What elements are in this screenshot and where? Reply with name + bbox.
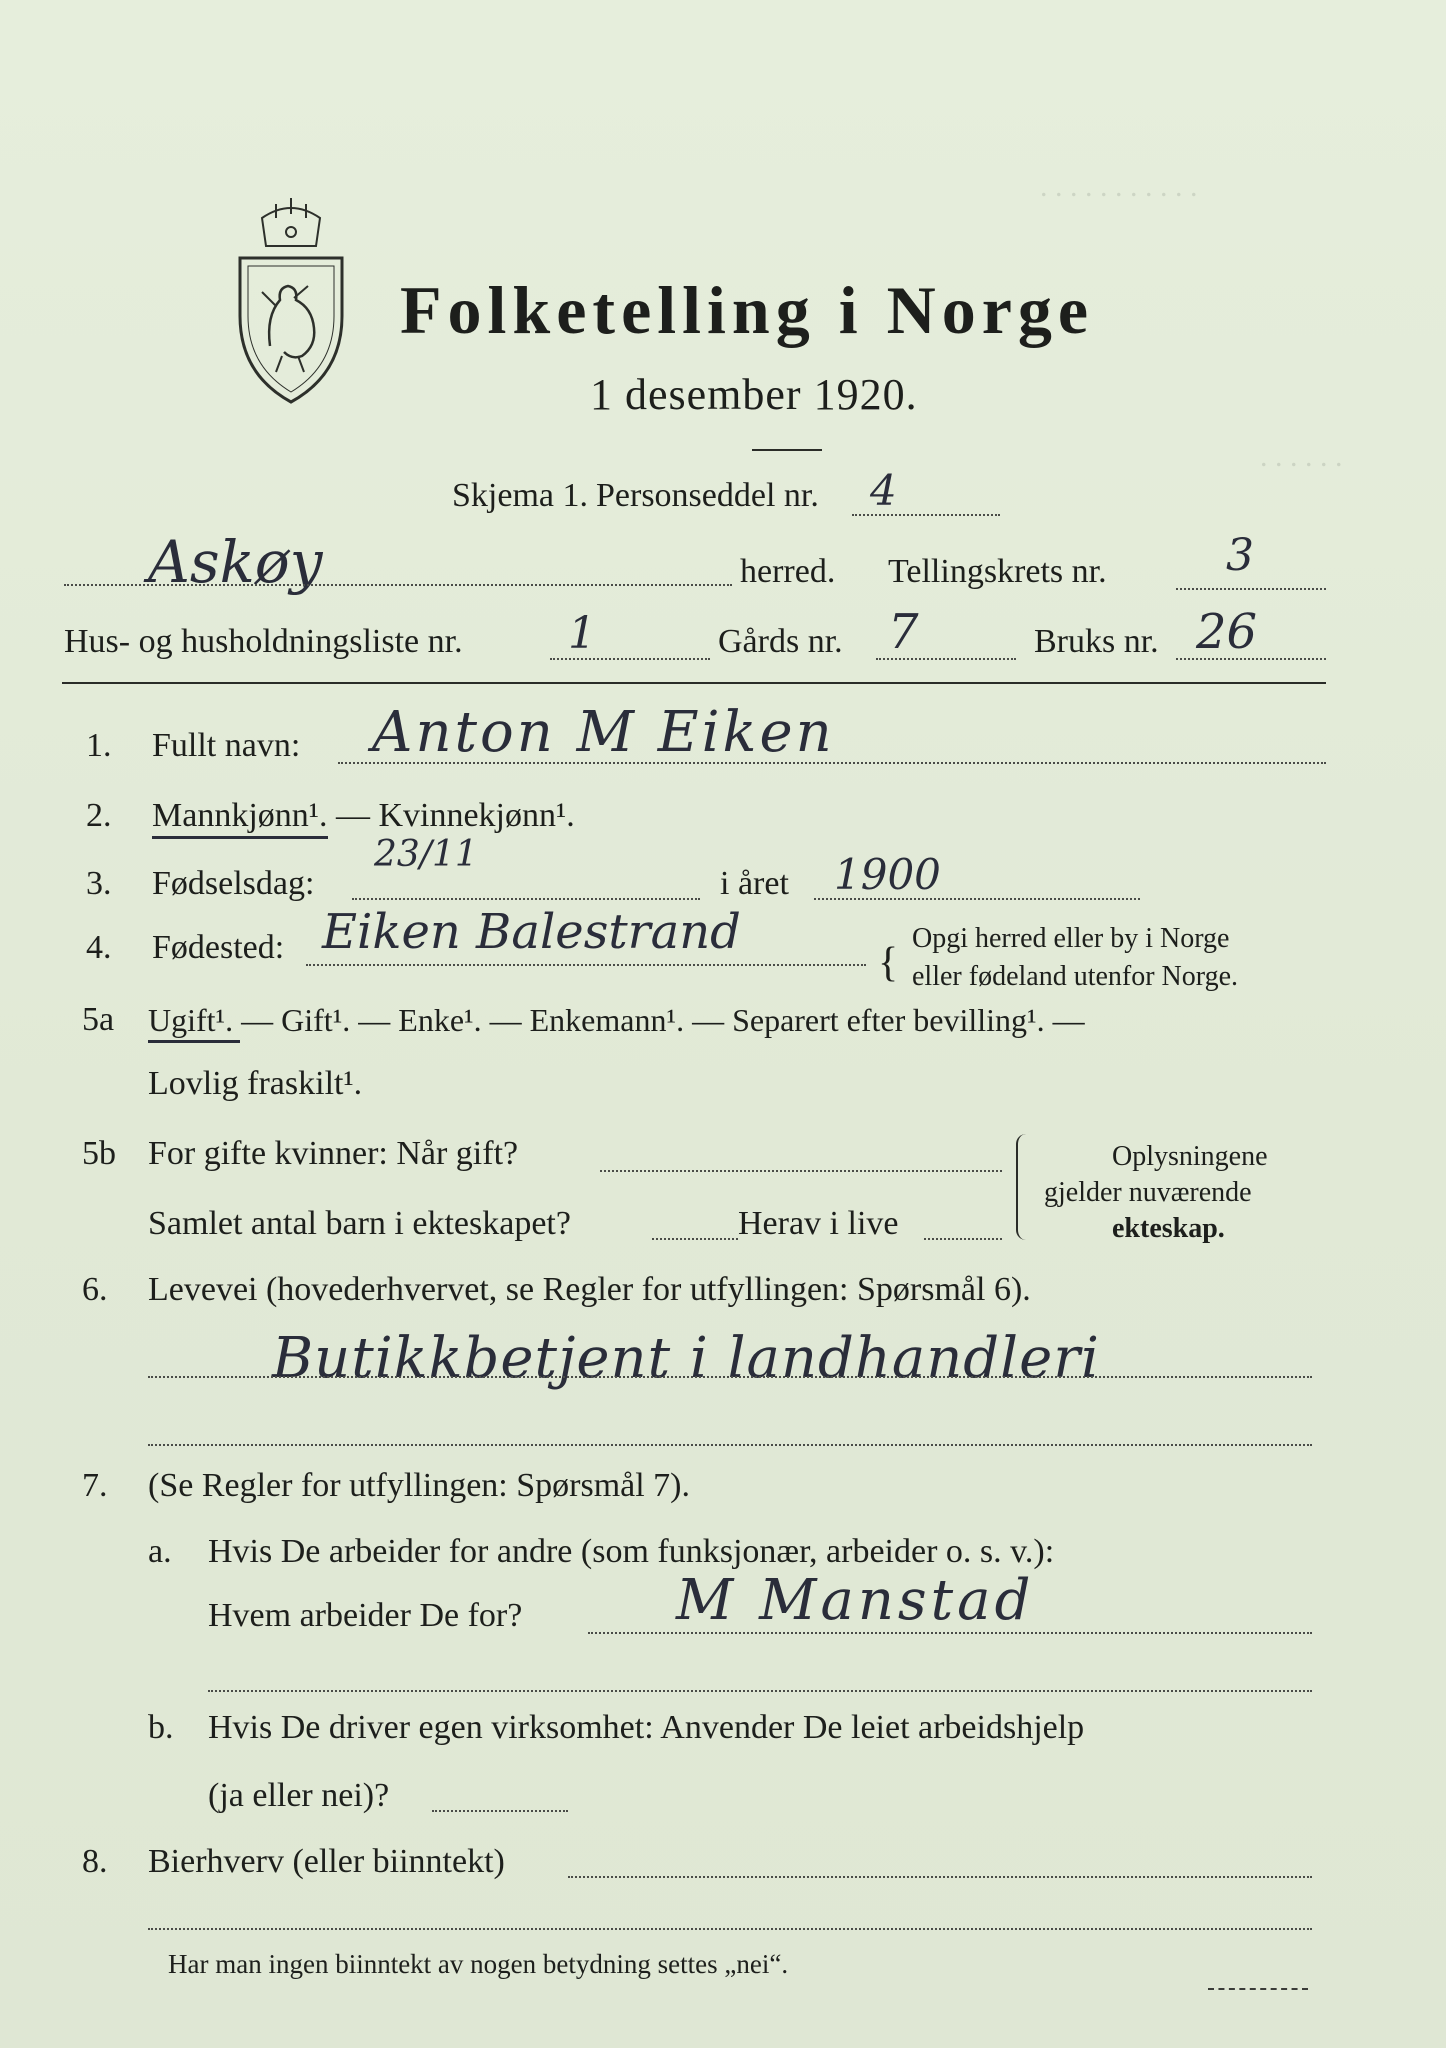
hus-value: 1 bbox=[568, 608, 596, 659]
q7a-line1: Hvis De arbeider for andre (som funksjonær, arbeider o. s. v.): bbox=[208, 1533, 1055, 1570]
q4-birthplace: Eiken Balestrand bbox=[322, 904, 741, 960]
q8-field-line-2 bbox=[148, 1928, 1312, 1930]
title-divider bbox=[752, 449, 822, 451]
q5b-alive-field-line bbox=[924, 1238, 1002, 1240]
q7a-employer-label: Hvem arbeider De for? bbox=[208, 1597, 523, 1634]
q5b-brace bbox=[1016, 1134, 1034, 1240]
footer-note: Har man ingen biinntekt av nogen betydning settes „nei“. bbox=[168, 1949, 789, 1979]
q5b-number: 5b bbox=[82, 1135, 116, 1172]
header-divider bbox=[62, 682, 1326, 684]
q3-label: Fødselsdag: bbox=[152, 865, 315, 902]
q7a-field-line-2 bbox=[208, 1690, 1312, 1692]
q7a-employer: M Manstad bbox=[676, 1568, 1035, 1633]
schema-label: Skjema 1. bbox=[452, 477, 588, 514]
herred-field-line bbox=[64, 584, 732, 586]
q5a-marital-options: Ugift¹. — Gift¹. — Enke¹. — Enkemann¹. — Separert efter bevilling¹. — bbox=[148, 1002, 1085, 1038]
herred-label: herred. bbox=[740, 553, 836, 590]
bruks-label: Bruks nr. bbox=[1034, 623, 1159, 660]
q6-label: Levevei (hovederhvervet, se Regler for utfyllingen: Spørsmål 6). bbox=[148, 1271, 1031, 1308]
q3-year-label: i året bbox=[720, 865, 789, 902]
q1-label: Fullt navn: bbox=[152, 727, 301, 764]
q6-field-line-1 bbox=[148, 1376, 1312, 1378]
q4-label: Fødested: bbox=[152, 929, 285, 966]
personseddel-label: Personseddel nr. bbox=[596, 477, 819, 514]
q7a-number: a. bbox=[148, 1533, 172, 1570]
q5a-underline-ugift bbox=[148, 1040, 240, 1043]
q6-field-line-2 bbox=[148, 1444, 1312, 1446]
q5b-children-label: Samlet antal barn i ekteskapet? bbox=[148, 1205, 571, 1242]
q5b-note-line3: ekteskap. bbox=[1112, 1213, 1225, 1244]
q3-field-line bbox=[352, 898, 700, 900]
bruks-value: 26 bbox=[1196, 604, 1258, 660]
q7-label: (Se Regler for utfyllingen: Spørsmål 7). bbox=[148, 1467, 691, 1504]
q5b-note-line1: Oplysningene bbox=[1112, 1141, 1268, 1172]
gards-label: Gårds nr. bbox=[718, 623, 843, 660]
q4-brace: { bbox=[878, 940, 899, 986]
tellingskrets-label: Tellingskrets nr. bbox=[888, 553, 1107, 590]
q4-note-line1: Opgi herred eller by i Norge bbox=[912, 923, 1230, 954]
q8-label: Bierhverv (eller biinntekt) bbox=[148, 1843, 505, 1880]
q1-number: 1. bbox=[86, 727, 112, 764]
form-title: Folketelling i Norge bbox=[400, 272, 1095, 348]
gards-value: 7 bbox=[888, 604, 919, 660]
tellingskrets-field-line bbox=[1176, 588, 1326, 590]
q5b-married-label: For gifte kvinner: Når gift? bbox=[148, 1135, 519, 1172]
q3-number: 3. bbox=[86, 865, 112, 902]
norway-coat-of-arms-icon bbox=[232, 196, 350, 406]
q3-birthday: 23/11 bbox=[374, 834, 478, 875]
q2-underline-mannkjonn bbox=[152, 836, 328, 839]
q5b-children-field-line bbox=[652, 1238, 738, 1240]
tellingskrets-value: 3 bbox=[1226, 530, 1254, 581]
herred-value: Askøy bbox=[148, 528, 323, 596]
q4-note-line2: eller fødeland utenfor Norge. bbox=[912, 961, 1239, 992]
q8-field-line bbox=[568, 1876, 1312, 1878]
q7b-line1: Hvis De driver egen virksomhet: Anvender De leiet arbeidshjelp bbox=[208, 1709, 1085, 1746]
footer-mark bbox=[1208, 1988, 1308, 1990]
q5b-note-line2: gjelder nuværende bbox=[1044, 1177, 1252, 1208]
q5b-alive-label: Herav i live bbox=[738, 1205, 899, 1242]
q8-number: 8. bbox=[82, 1843, 108, 1880]
personseddel-value: 4 bbox=[870, 466, 897, 515]
bleed-through-text: . . . . . . bbox=[1260, 440, 1343, 473]
q5b-married-field-line bbox=[600, 1170, 1002, 1172]
q6-occupation: Butikkbetjent i landhandleri bbox=[272, 1326, 1100, 1391]
census-date: 1 desember 1920. bbox=[590, 370, 918, 419]
q7-number: 7. bbox=[82, 1467, 108, 1504]
hus-label: Hus- og husholdningsliste nr. bbox=[64, 623, 463, 660]
q7b-hired-help-label: (ja eller nei)? bbox=[208, 1777, 390, 1814]
bleed-through-text: . . . . . . . . . . . bbox=[1040, 170, 1198, 203]
q4-number: 4. bbox=[86, 929, 112, 966]
q2-gender-options: Mannkjønn¹. — Kvinnekjønn¹. bbox=[152, 797, 575, 834]
q5a-number: 5a bbox=[82, 1001, 115, 1038]
q3-birth-year: 1900 bbox=[834, 850, 941, 899]
q6-number: 6. bbox=[82, 1271, 108, 1308]
q1-full-name: Anton M Eiken bbox=[372, 700, 835, 765]
q7b-number: b. bbox=[148, 1709, 174, 1746]
q5a-marital-options-cont: Lovlig fraskilt¹. bbox=[148, 1065, 363, 1102]
q4-field-line bbox=[306, 964, 866, 966]
q2-number: 2. bbox=[86, 797, 112, 834]
q7b-field-line bbox=[432, 1810, 568, 1812]
